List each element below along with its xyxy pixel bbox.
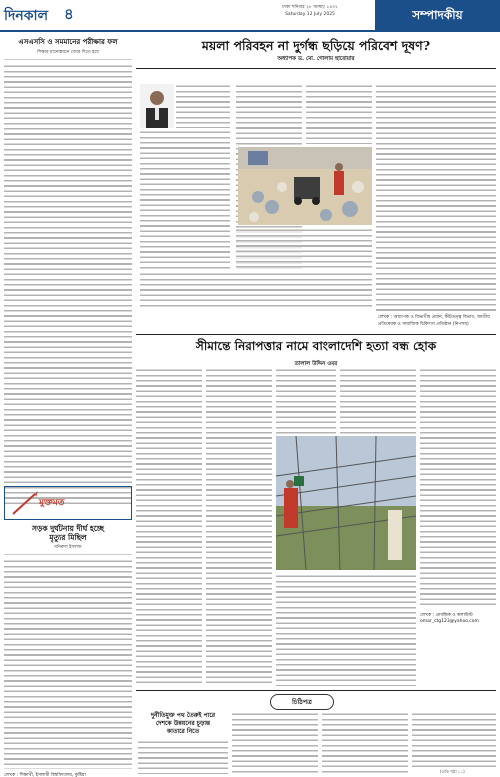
article1-col1 bbox=[140, 130, 230, 270]
section-title: সম্পাদকীয় bbox=[375, 0, 500, 30]
opinion-headline-line1: সড়ক দুর্ঘটনায় দীর্ঘ হচ্ছে bbox=[32, 524, 104, 533]
left-opinion-article bbox=[4, 524, 132, 777]
left-editorial bbox=[4, 38, 132, 504]
article1-quote bbox=[176, 84, 230, 128]
article2-author-note: লেখক : প্রাবন্ধিক ও কলামিস্ট bbox=[420, 613, 473, 618]
article2-header bbox=[136, 334, 496, 369]
article2-byline: তালাল উদ্দিন ওমর bbox=[294, 361, 338, 367]
article2-below-photo bbox=[276, 574, 416, 686]
letter-headline-line2: দেশকে উন্নয়নের চূড়ান্ত bbox=[155, 720, 211, 727]
article2-col2 bbox=[206, 368, 272, 686]
continued-note: (বাকি পৃষ্ঠা ১১) bbox=[440, 769, 465, 774]
article2-col5 bbox=[420, 368, 496, 608]
article1-headline: ময়লা পরিবহন না দুর্গন্ধ ছড়িয়ে পরিবেশ দূষণ? bbox=[201, 38, 431, 53]
opinion-author: মনিরুল ইসলাম bbox=[4, 544, 132, 555]
logo-text: দিনকাল bbox=[4, 8, 49, 24]
letter-headline bbox=[138, 712, 228, 736]
dateline bbox=[260, 4, 360, 18]
article2-author-block bbox=[420, 612, 496, 624]
muktomot-label: মুক্তমত bbox=[39, 498, 65, 508]
border-fence-photo bbox=[276, 436, 416, 570]
masthead bbox=[0, 0, 500, 32]
main-area bbox=[136, 38, 496, 69]
page-number: ৪ bbox=[64, 5, 74, 23]
letters-label: চিঠিপত্র bbox=[270, 694, 334, 710]
article2-col3 bbox=[276, 368, 336, 434]
letters-rule bbox=[136, 690, 496, 691]
editorial-headline: এসএসসি ও সমমানের পরীক্ষার ফল bbox=[18, 38, 118, 46]
article1-col-below-photo bbox=[236, 228, 372, 270]
date-bangla: ঢাকা শনিবার ২৮ আষাঢ় ১৪৩২ bbox=[282, 5, 338, 10]
garbage-photo bbox=[238, 147, 372, 225]
author1-photo bbox=[140, 84, 174, 128]
article1-bottom-cols bbox=[140, 272, 372, 308]
article1-byline: অধ্যাপক ড. মো. গোলাম ছারোয়ার bbox=[277, 56, 355, 62]
article2-headline: সীমান্তে নিরাপত্তার নামে বাংলাদেশি হত্যা বন্ধ হোক bbox=[195, 339, 437, 353]
article2-col4 bbox=[340, 368, 416, 434]
article1-col4 bbox=[376, 84, 496, 314]
letter-col2 bbox=[232, 712, 318, 774]
opinion-headline-line2: মৃত্যুর মিছিল bbox=[49, 533, 87, 542]
editorial-subhead: শিক্ষার মানোন্নয়নে জোর দিতে হবে bbox=[4, 49, 132, 60]
newspaper-logo bbox=[4, 4, 52, 26]
article1-col3 bbox=[306, 84, 372, 144]
date-english: Saturday 12 July 2025 bbox=[285, 12, 335, 17]
article1-rule bbox=[136, 68, 496, 69]
letter-col1 bbox=[138, 740, 228, 774]
muktomot-banner bbox=[4, 486, 132, 520]
letter-col4 bbox=[412, 712, 496, 768]
opinion-author-footer: লেখক : শিক্ষার্থী, ইসলামী বিশ্ববিদ্যালয়, কুষ্টিয়া bbox=[4, 773, 86, 777]
article2-author-email: omar_ctg123@yahoo.com bbox=[420, 619, 479, 624]
letter-headline-line3: কাতারে নিতে bbox=[166, 728, 200, 735]
opinion-body-text bbox=[4, 559, 132, 769]
letter-col3 bbox=[322, 712, 408, 774]
editorial-body-text bbox=[4, 64, 132, 504]
pen-icon bbox=[9, 488, 39, 520]
letter-headline-line1: দুর্নীতিমুক্ত পথ তৈরুই পারে bbox=[150, 712, 216, 719]
article2-col1 bbox=[136, 368, 202, 686]
article1-author-note: লেখক : অধ্যাপক ও বিভাগীয় প্রধান, কীটতত্ত্ব বিভাগ, জাতীয় প্রতিষেধক ও সামাজিক চিকিৎসা প্রতিষ্ঠান (নিপসম) bbox=[378, 315, 490, 327]
